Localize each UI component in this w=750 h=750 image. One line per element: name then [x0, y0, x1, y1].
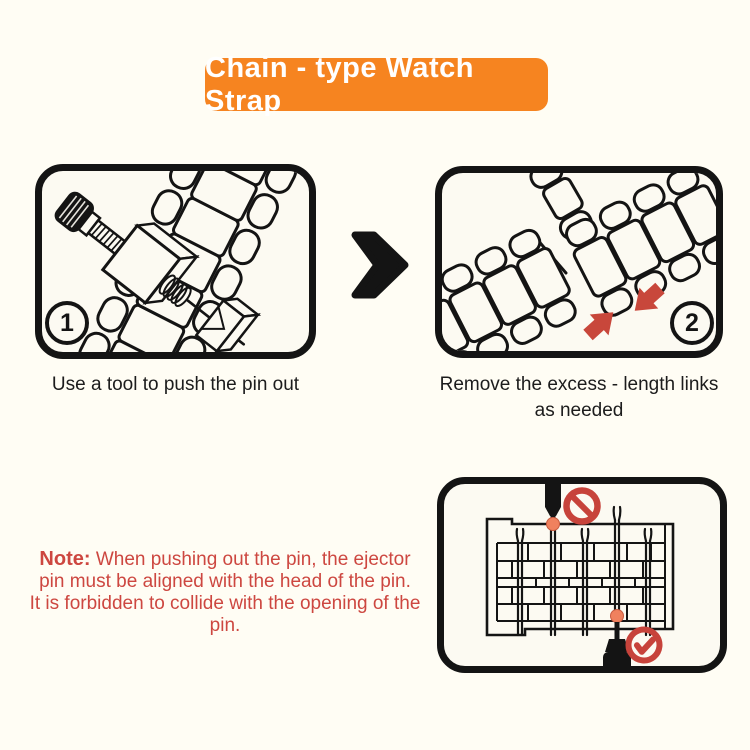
- step1-caption: Use a tool to push the pin out: [51, 374, 300, 395]
- page-title: Chain - type Watch Strap: [205, 51, 474, 117]
- note-label: Note:: [39, 548, 91, 570]
- step2-caption: [431, 372, 727, 424]
- contact-dot-wrong: [547, 518, 560, 531]
- title-banner: [205, 51, 548, 117]
- step1-number: 1: [60, 308, 74, 337]
- note-line1: When pushing out the pin, the ejector: [95, 549, 411, 570]
- step2-number: 2: [685, 308, 699, 337]
- step1-badge: [45, 301, 89, 345]
- detail-illustration: [444, 484, 720, 666]
- pin-1: [517, 529, 524, 635]
- note-line2: pin must be aligned with the head of the pin.: [39, 571, 411, 592]
- chevron-right-icon: [350, 230, 410, 300]
- pin-4-raised: [614, 507, 621, 610]
- ejector-tool-top: [545, 484, 561, 521]
- step2-badge: [670, 301, 714, 345]
- pin-5: [645, 529, 652, 635]
- note-text: [18, 548, 432, 637]
- pin-2: [551, 530, 555, 635]
- check-circle-icon: [627, 628, 661, 662]
- no-entry-icon: [567, 491, 598, 522]
- step2-caption-line2: as needed: [534, 400, 624, 421]
- link-pins: [517, 507, 652, 635]
- step2-panel: [435, 166, 723, 358]
- note-line3: It is forbidden to collide with the opening of the pin.: [29, 593, 421, 636]
- step1-panel: [35, 164, 316, 359]
- contact-dot-right: [611, 610, 624, 623]
- detail-panel: [437, 477, 727, 673]
- pin-3: [582, 529, 589, 635]
- band-segment-lower: [442, 225, 582, 351]
- step2-caption-line1: Remove the excess - length links: [439, 374, 719, 395]
